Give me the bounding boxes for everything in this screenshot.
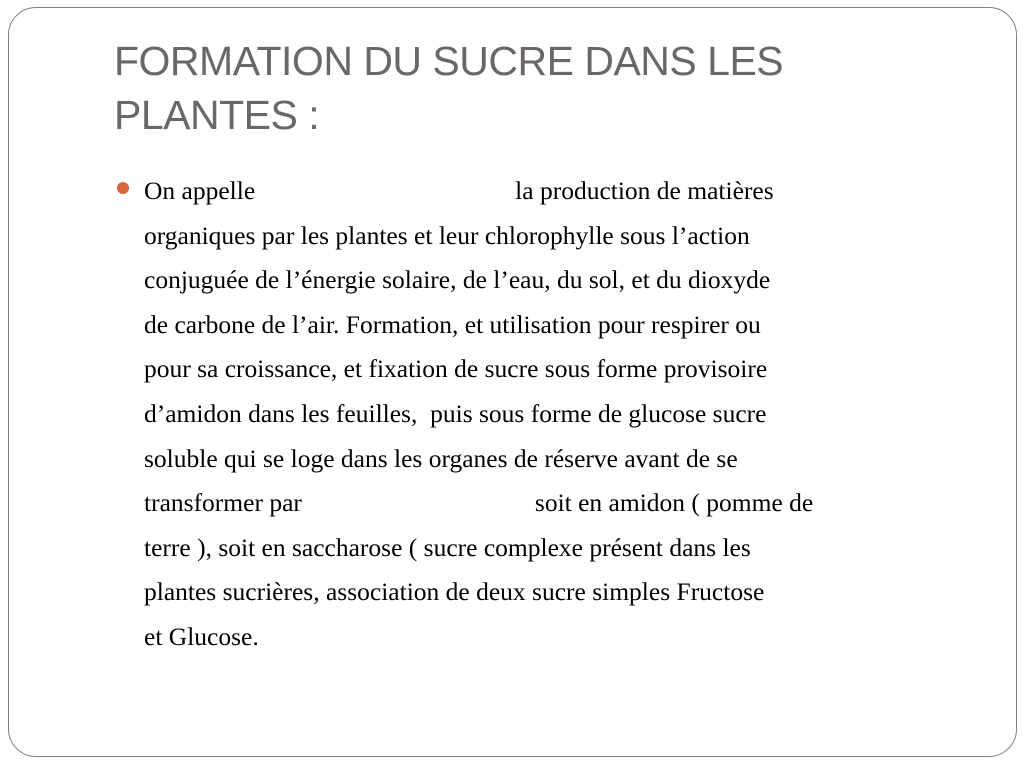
bullet-item xyxy=(117,169,947,660)
body-line: pour sa croissance, et fixation de sucre sous forme provisoire xyxy=(144,354,768,384)
slide-title xyxy=(114,34,914,142)
body-text-end: la production de matières xyxy=(515,176,774,205)
body-text-start: transformer par xyxy=(144,488,302,518)
body-line: conjuguée de l’énergie solaire, de l’eau, du sol, et du dioxyde xyxy=(144,265,771,295)
body-line xyxy=(144,169,947,214)
body-line: soluble qui se loge dans les organes de réserve avant de se xyxy=(144,443,738,473)
body-line: de carbone de l’air. Formation, et utilisation pour respirer ou xyxy=(144,309,761,339)
body-line xyxy=(144,481,947,526)
bullet-list xyxy=(117,169,947,660)
body-text-start: On appelle xyxy=(144,176,256,205)
body-line: plantes sucrières, association de deux sucre simples Fructose xyxy=(144,577,765,607)
slide-title-line: PLANTES : xyxy=(114,92,320,138)
bullet-dot-icon xyxy=(117,182,129,194)
body-line: terre ), soit en saccharose ( sucre complexe présent dans les xyxy=(144,532,751,562)
slide-title-line: FORMATION DU SUCRE DANS LES xyxy=(114,38,784,84)
body-text-end: soit en amidon ( pomme de xyxy=(534,488,814,518)
body-line: d’amidon dans les feuilles, puis sous forme de glucose sucre xyxy=(144,398,767,428)
body-line: et Glucose. xyxy=(144,621,259,651)
body-line: organiques par les plantes et leur chlorophylle sous l’action xyxy=(144,220,750,250)
